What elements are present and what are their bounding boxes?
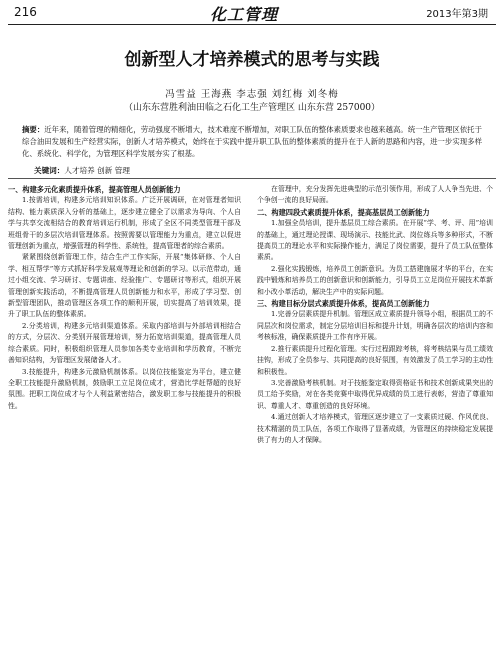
- abstract-text: 近年来，随着管理的精细化，劳动强度不断增大，技术难度不断增加，对职工队伍的整体素质要求也越来越高。统一生产管理区依托于综合油田发展和生产经营实际，创新人才培养模式，始终在于实践中提升职工队伍的整体素质的提升在于人新的思路和内容，进一步实现多样化、系统化、科学化，为管理区科学发展夯实了根基。: [22, 125, 482, 158]
- abstract: [22, 124, 482, 160]
- right-column: [257, 184, 493, 446]
- body-paragraph: 1.完善分层素质提升机制。管理区成立素质提升领导小组，根据员工的不同层次和岗位需求，制定分层培训目标和提升计划，明确各层次的培训内容和考核标准，确保素质提升工作有序开展。: [257, 310, 493, 342]
- keywords: [34, 165, 130, 176]
- journal-title: 化工管理: [210, 5, 279, 24]
- body-paragraph: 紧紧围绕创新管理工作，结合生产工作实际，开展“集体研修、个人自学、相互帮学”等方式抓好科学发展观等理论和创新的学习。以示范带动，通过小组交流、学习研讨、专题讲座、经验推广、专题研讨等形式，组织开展管理创新实践活动，不断提高管理人员创新能力和水平，形成了学习型、创新型管理团队，推动管理区各项工作的顺利开展，切实提高了培训效果，提升了职工队伍的整体素质。: [8, 253, 241, 319]
- keywords-text: 人才培养 创新 管理: [64, 166, 130, 175]
- keywords-label: 关键词：: [34, 166, 65, 175]
- body-paragraph: 在管理中，充分发挥先进典型的示范引领作用，形成了人人争当先进、个个争创一流的良好局面。: [257, 185, 493, 205]
- left-column: [8, 184, 241, 412]
- body-paragraph: 3.技能提升，构建多元激励机制体系。以岗位技能鉴定为平台，建立健全职工技能提升激励机制，鼓励职工立足岗位成才，营造比学赶帮超的良好氛围。把职工岗位成才与个人利益紧密结合，激发职工参与技能提升的积极性。: [8, 367, 241, 410]
- issue-label: 2013年第3期: [426, 9, 488, 20]
- section-heading: 二、构建四段式素质提升体系，提高基层员工创新能力: [257, 207, 430, 217]
- section-heading: 一、构建多元化素质提升体系，提高管理人员创新能力: [8, 185, 181, 194]
- article-authors: 冯雪益 王海燕 李志强 刘红梅 刘冬梅: [165, 89, 339, 100]
- header-rule: [8, 24, 496, 25]
- page-header: [0, 0, 504, 26]
- article-title: 创新型人才培养模式的思考与实践: [124, 50, 380, 70]
- section-heading: 三、构建目标分层式素质提升体系，提高员工创新能力: [257, 299, 430, 309]
- article-affiliation: （山东东营胜利油田临之石化工生产管理区 山东东营 257000）: [123, 103, 381, 113]
- body-paragraph: 1.加强全员培训，提升基层员工综合素质。在开展“学、考、评、用”培训的基础上，通过理论授课、现场演示、技能比武、岗位练兵等多种形式，不断提高员工的理论水平和实际操作能力，满足了岗位需要，提升了员工队伍整体素质。: [257, 219, 493, 262]
- body-paragraph: 2.强化实践锻炼，培养员工创新意识。为员工搭建施展才华的平台，在实践中锻炼和培养员工的创新意识和创新能力，引导员工立足岗位开展技术革新和小改小革活动，解决生产中的实际问题。: [257, 264, 493, 296]
- body-paragraph: 4.通过创新人才培养模式，管理区逐步建立了一支素质过硬、作风优良、技术精湛的员工队伍，各项工作取得了显著成绩，为管理区的持续稳定发展提供了有力的人才保障。: [257, 413, 493, 444]
- body-paragraph: 3.完善激励考核机制。对于技能鉴定取得资格证书和技术创新成果突出的员工给予奖励，对在各类竞赛中取得优异成绩的员工进行表彰，营造了尊重知识、尊重人才、尊重创造的良好环境。: [257, 378, 493, 410]
- page-number: 216: [14, 5, 37, 19]
- body-paragraph: 2.分类培训，构建多元培训渠道体系。采取内部培训与外部培训相结合的方式，分层次、分类别开展管理培训，努力拓宽培训渠道，提高管理人员综合素质。同时，积极组织管理人员参加各类专业培训和学历教育，不断完善知识结构，为管理区发展储备人才。: [8, 321, 241, 365]
- abstract-separator: [8, 178, 496, 179]
- abstract-label: 摘要：: [22, 125, 45, 134]
- body-paragraph: 2.推行素质提升过程化管理。实行过程跟踪考核，将考核结果与员工绩效挂钩，形成了全员参与、共同提高的良好氛围，有效激发了员工学习的主动性和积极性。: [257, 344, 493, 376]
- body-paragraph: 1.按需培训，构建多元培训知识体系。广泛开展调研，在对管理者知识结构、能力素质深入分析的基础上，逐步建立健全了以需求为导向、个人自学与共享交流相结合的教育培训运行机制，形成了全区不同类型管理干部及班组骨干的多层次培训管理体系。按照需要以管理能力为重点，建立以促进管理创新为重点，增强管理的科学性、系统性，提高管理者的综合素质。: [8, 196, 241, 251]
